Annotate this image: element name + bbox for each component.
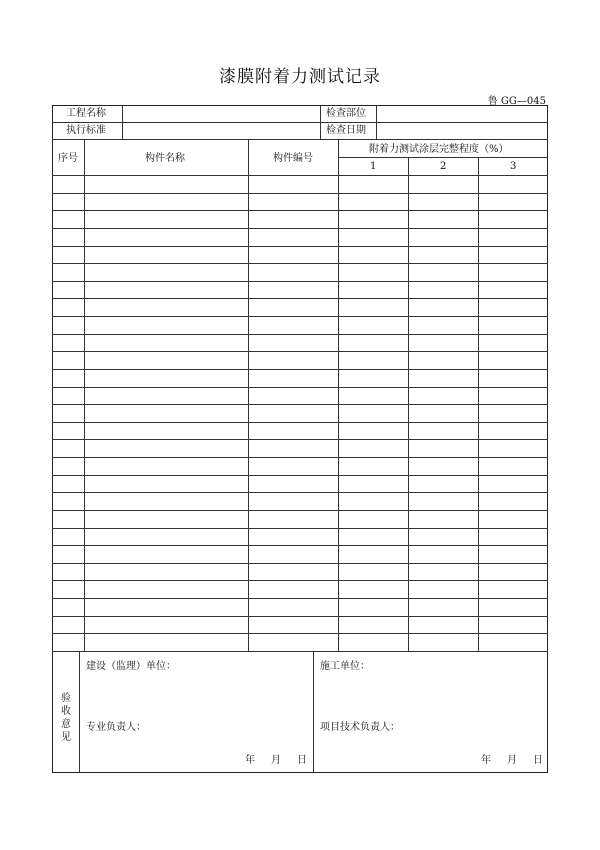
- table-row-line: [52, 387, 548, 388]
- table-row-line: [52, 422, 548, 423]
- table-row-line: [52, 545, 548, 546]
- acceptance-label-char-1: 验: [61, 693, 71, 704]
- acceptance-label-char-4: 见: [61, 732, 71, 743]
- right-date-year: 年: [481, 755, 491, 766]
- table-row-line: [52, 633, 548, 634]
- acceptance-center-divider: [313, 651, 314, 773]
- table-row-line: [52, 528, 548, 529]
- document-title: 漆膜附着力测试记录: [219, 67, 381, 87]
- inspection-part-field[interactable]: [377, 106, 547, 121]
- group-sub-divider: [338, 157, 548, 158]
- left-date-year: 年: [245, 755, 255, 766]
- table-row-line: [52, 580, 548, 581]
- project-name-field[interactable]: [123, 106, 319, 121]
- header-col-line: [122, 105, 123, 139]
- table-row-line: [52, 475, 548, 476]
- sub-col-1: 1: [370, 161, 377, 172]
- construction-unit-label: 建设（监理）单位：: [86, 661, 176, 672]
- table-row-line: [52, 510, 548, 511]
- table-header-bottom: [52, 175, 548, 176]
- inspection-date-label: 检查日期: [326, 125, 366, 136]
- acceptance-label-divider: [79, 651, 80, 773]
- table-row-line: [52, 351, 548, 352]
- inspection-date-field[interactable]: [377, 123, 547, 138]
- professional-person-label: 专业负责人：: [86, 722, 146, 733]
- table-row-line: [52, 334, 548, 335]
- project-name-label: 工程名称: [66, 108, 106, 119]
- col-component-no-header: 构件编号: [273, 153, 313, 164]
- col-group-header: 附着力测试涂层完整程度（%）: [369, 144, 509, 155]
- table-col-line: [408, 157, 409, 651]
- table-row-line: [52, 492, 548, 493]
- table-row-line: [52, 404, 548, 405]
- table-row-line: [52, 598, 548, 599]
- standard-label: 执行标准: [66, 125, 106, 136]
- table-row-line: [52, 563, 548, 564]
- sub-col-2: 2: [440, 161, 447, 172]
- left-date-day: 日: [297, 755, 307, 766]
- table-row-line: [52, 439, 548, 440]
- table-col-line: [84, 139, 85, 651]
- col-seq-header: 序号: [58, 153, 78, 164]
- inspection-part-label: 检查部位: [326, 108, 366, 119]
- table-col-line: [248, 139, 249, 651]
- left-date-month: 月: [271, 755, 281, 766]
- table-row-line: [52, 246, 548, 247]
- table-col-line: [478, 157, 479, 651]
- technical-person-label: 项目技术负责人：: [320, 722, 400, 733]
- right-date-day: 日: [533, 755, 543, 766]
- table-row-line: [52, 369, 548, 370]
- header-col-line: [376, 105, 377, 139]
- table-row-line: [52, 651, 548, 652]
- table-row-line: [52, 316, 548, 317]
- form-code: 鲁 GG—045: [487, 96, 546, 107]
- sub-col-3: 3: [510, 161, 517, 172]
- table-col-line: [338, 139, 339, 651]
- table-row-line: [52, 228, 548, 229]
- col-component-name-header: 构件名称: [145, 153, 185, 164]
- right-date-month: 月: [507, 755, 517, 766]
- table-row-line: [52, 281, 548, 282]
- table-row-line: [52, 457, 548, 458]
- table-row-line: [52, 193, 548, 194]
- table-row-line: [52, 210, 548, 211]
- table-row-line: [52, 616, 548, 617]
- acceptance-label-char-2: 收: [61, 706, 71, 717]
- header-col-line: [320, 105, 321, 139]
- table-row-line: [52, 263, 548, 264]
- table-row-line: [52, 298, 548, 299]
- contractor-unit-label: 施工单位：: [320, 661, 370, 672]
- standard-field[interactable]: [123, 123, 319, 138]
- header-row-divider: [52, 122, 548, 123]
- header-bottom-line: [52, 139, 548, 140]
- acceptance-label-char-3: 意: [61, 719, 71, 730]
